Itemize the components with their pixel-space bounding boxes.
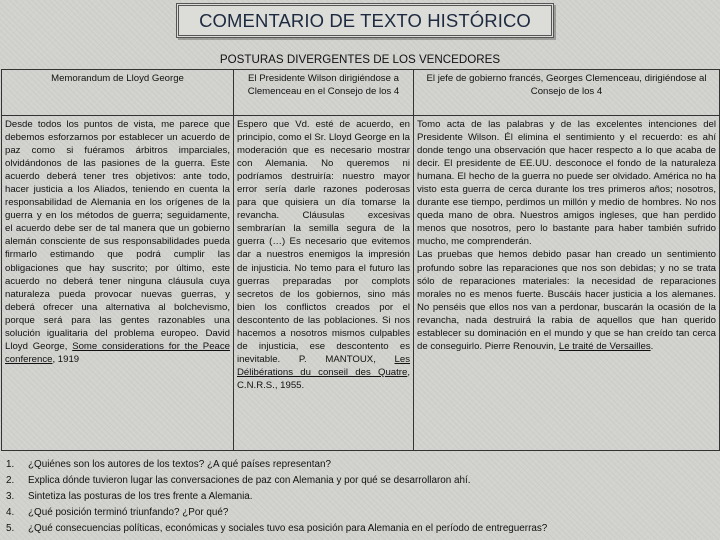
question-number: 2.: [6, 475, 15, 486]
question-number: 1.: [6, 459, 15, 470]
text-lloyd-george: [2, 116, 234, 451]
question-text: Explica dónde tuvieron lugar las conversaciones de paz con Alemania y por qué se desarrollaron ahí.: [28, 475, 471, 486]
heading-clemenceau: El jefe de gobierno francés, Georges Clemenceau, dirigiéndose al Consejo de los 4: [414, 70, 720, 116]
source-title: Le traité de Versailles: [558, 340, 651, 352]
list-item: [6, 489, 716, 505]
question-number: 5.: [6, 523, 15, 534]
source-date: , C.N.R.S., 1955.: [237, 366, 410, 391]
body-text: Desde todos los puntos de vista, me parece que debemos esforzarnos por establecer un acuerdo de paz como si fuéramos árbitros imparciales, olvidándonos de las pasiones de la guerra. Este acuerdo deberá tener tres objetivos: ante todo, hacer justicia a los Aliados, teniendo en cuenta la responsabilidad de Alemania en los orígenes de la guerra y en los métodos de guerra; seguidamente, el acuerdo debe ser de tal manera que un gobierno alemán consciente de sus responsabilidades pueda firmarlo estimando que podrá cumplir las obligaciones que hay suscrito; por último, este acuerdo no deberá tener ninguna cláusula cuya naturaleza pueda provocar nuevas guerras, y deberá ofrecer una alternativa al bolchevismo, porque será para las gentes razonables una solución igualitaria del problema europeo.: [5, 119, 230, 339]
questions-list: [6, 457, 716, 537]
list-item: [6, 521, 716, 537]
source-date: , 1919: [52, 353, 80, 365]
source-date: .: [650, 340, 654, 352]
question-number: 4.: [6, 507, 15, 518]
question-number: 3.: [6, 491, 15, 502]
source-title: Some considerations for the Peace conference: [5, 340, 230, 365]
list-item: [6, 505, 716, 521]
heading-lloyd-george: Memorandum de Lloyd George: [2, 70, 234, 116]
source-author: David Lloyd George,: [5, 327, 230, 352]
title-box: [176, 3, 554, 38]
list-item: [6, 473, 716, 489]
source-title: Les Délibérations du conseil des Quatre: [237, 353, 411, 378]
text-wilson: [234, 116, 414, 451]
table-body-row: [2, 116, 720, 451]
question-text: ¿Qué posición terminó triunfando? ¿Por qué?: [28, 507, 229, 518]
body-text: Tomo acta de las palabras y de las excelentes intenciones del Presidente Wilson. Él elimina el sentimiento y el recuerdo: es ahí donde tengo una observación que hacer respecto a lo que acaba de decir. El presidente de EE.UU. desconoce el fondo de la naturaleza humana. El hecho de la guerra no puede ser olvidado. América no ha visto esta guerra de cerca durante los tres primeros años; nosotros, durante ese tiempo, perdimos un millón y medio de hombres. No nos queda mano de obra. Nuestros amigos ingleses, que han perdido menos que nosotros, pero lo bastante para haber también sufrido mucho, me comprenderán. Las pruebas que hemos debido pasar han creado un sentimiento profundo sobre las reparaciones que nos son debidas; y no se trata sólo de reparaciones materiales: la necesidad de reparaciones morales no es menos fuerte. Buscáis hacer justicia a los alemanes. No penséis que ellos nos van a perdonar, buscarán la ocasión de la revancha, nada destruirá la rabia de aquellos que han querido establecer su dominación en el mundo y que se han creído tan cerca de conseguirlo.: [417, 119, 716, 352]
table-header-row: [2, 70, 720, 116]
question-text: ¿Qué consecuencias políticas, económicas y sociales tuvo esa posición para Alemania en el período de entreguerras?: [28, 523, 548, 534]
question-text: Sintetiza las posturas de los tres frente a Alemania.: [28, 491, 253, 502]
source-author: P. MANTOUX,: [298, 353, 376, 365]
question-text: ¿Quiénes son los autores de los textos? ¿A qué países representan?: [28, 459, 332, 470]
documents-table: [1, 69, 720, 451]
source-author: Pierre Renouvin,: [484, 340, 557, 352]
heading-wilson: El Presidente Wilson dirigiéndose a Clemenceau en el Consejo de los 4: [234, 70, 414, 116]
body-text: Espero que Vd. esté de acuerdo, en principio, como el Sr. Lloyd George en la moderación que es necesario mostrar con Alemania. No queremos ni podríamos destruiría: nuestro mayor error sería darle razones poderosas para que quisiera un día tomarse la revancha. Cláusulas excesivas sembrarían la semilla segura de la guerra (…) Es necesario que evitemos dar a nuestros enemigos la impresión de injusticia. No temo para el futuro las guerras preparadas por complots secretos de los gobiernos, sino más bien los conflictos creados por el descontento de las poblaciones. Si nos hacemos a nosotros mismos culpables de injusticia, ese descontento es inevitable.: [237, 119, 410, 365]
document-subtitle: POSTURAS DIVERGENTES DE LOS VENCEDORES: [219, 53, 501, 66]
text-clemenceau: [414, 116, 720, 451]
list-item: [6, 457, 716, 473]
page-title: COMENTARIO DE TEXTO HISTÓRICO: [199, 9, 531, 31]
